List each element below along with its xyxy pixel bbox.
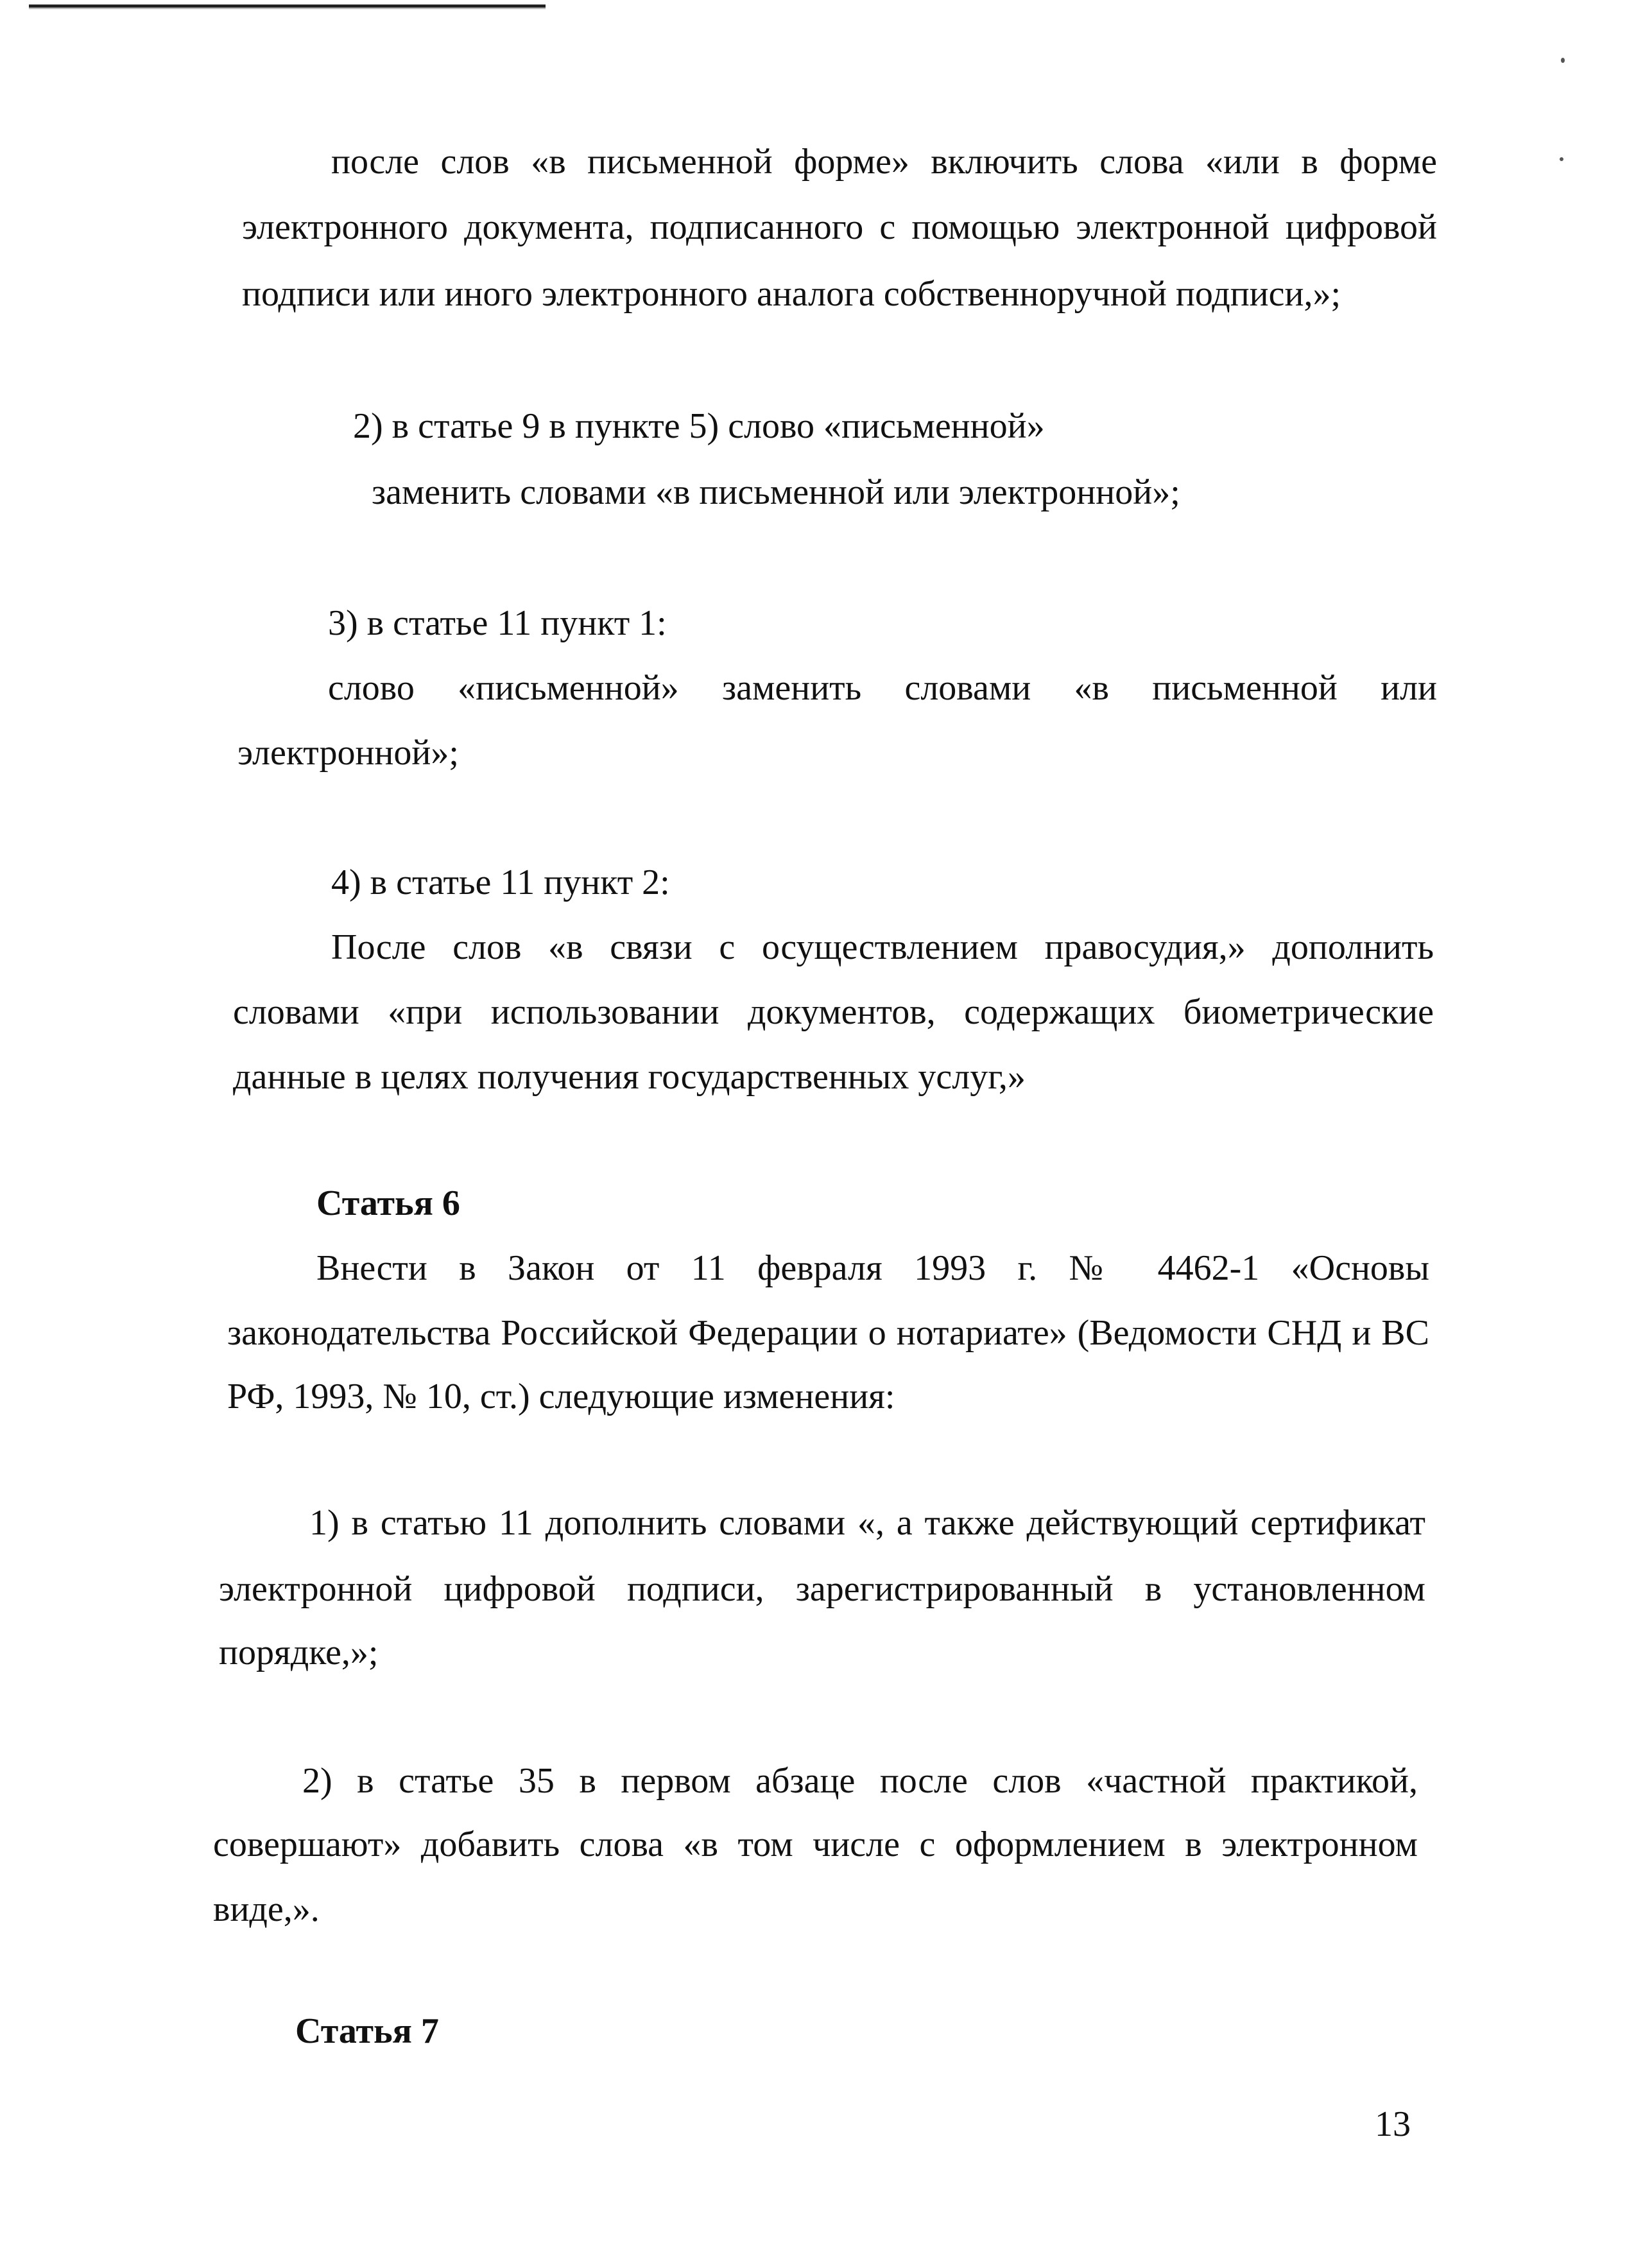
paragraph-line: порядке,»; [219,1633,379,1672]
article-heading: Статья 7 [295,2011,439,2051]
list-item: 1) в статью 11 дополнить словами «, а также действующий сертификат [309,1503,1425,1543]
scan-speck [1561,58,1565,63]
paragraph-line: виде,». [213,1889,320,1929]
page-number: 13 [1375,2104,1411,2144]
paragraph-line: электронной цифровой подписи, зарегистрированный в установленном [219,1569,1425,1609]
paragraph-line: слово «письменной» заменить словами «в письменной или [328,668,1437,708]
scan-edge-line [29,4,546,8]
paragraph-line: электронного документа, подписанного с помощью электронной цифровой [242,207,1437,247]
paragraph-line: подписи или иного электронного аналога собственноручной подписи,»; [242,274,1341,314]
paragraph-line: электронной»; [237,733,459,773]
list-item: 3) в статье 11 пункт 1: [328,603,667,643]
paragraph-line: законодательства Российской Федерации о нотариате» (Ведомости СНД и ВС [227,1313,1429,1353]
scan-speck [1560,157,1563,161]
paragraph-line: после слов «в письменной форме» включить слова «или в форме [331,142,1437,182]
scan-edge-line-thin [29,8,546,9]
list-item: 4) в статье 11 пункт 2: [331,863,670,902]
list-item: 2) в статье 9 в пункте 5) слово «письменной» [353,406,1045,446]
list-item: 2) в статье 35 в первом абзаце после слов «частной практикой, [302,1761,1418,1801]
article-heading: Статья 6 [316,1183,460,1223]
paragraph-line: Внести в Закон от 11 февраля 1993 г. № 4462-1 «Основы [316,1248,1429,1288]
paragraph-line: После слов «в связи с осуществлением правосудия,» дополнить [331,927,1434,967]
paragraph-line: данные в целях получения государственных услуг,» [233,1057,1026,1097]
paragraph-line: совершают» добавить слова «в том числе с оформлением в электронном [213,1825,1418,1864]
paragraph-line: заменить словами «в письменной или электронной»; [372,472,1180,512]
paragraph-line: словами «при использовании документов, содержащих биометрические [233,992,1434,1032]
paragraph-line: РФ, 1993, № 10, ст.) следующие изменения: [227,1377,895,1416]
